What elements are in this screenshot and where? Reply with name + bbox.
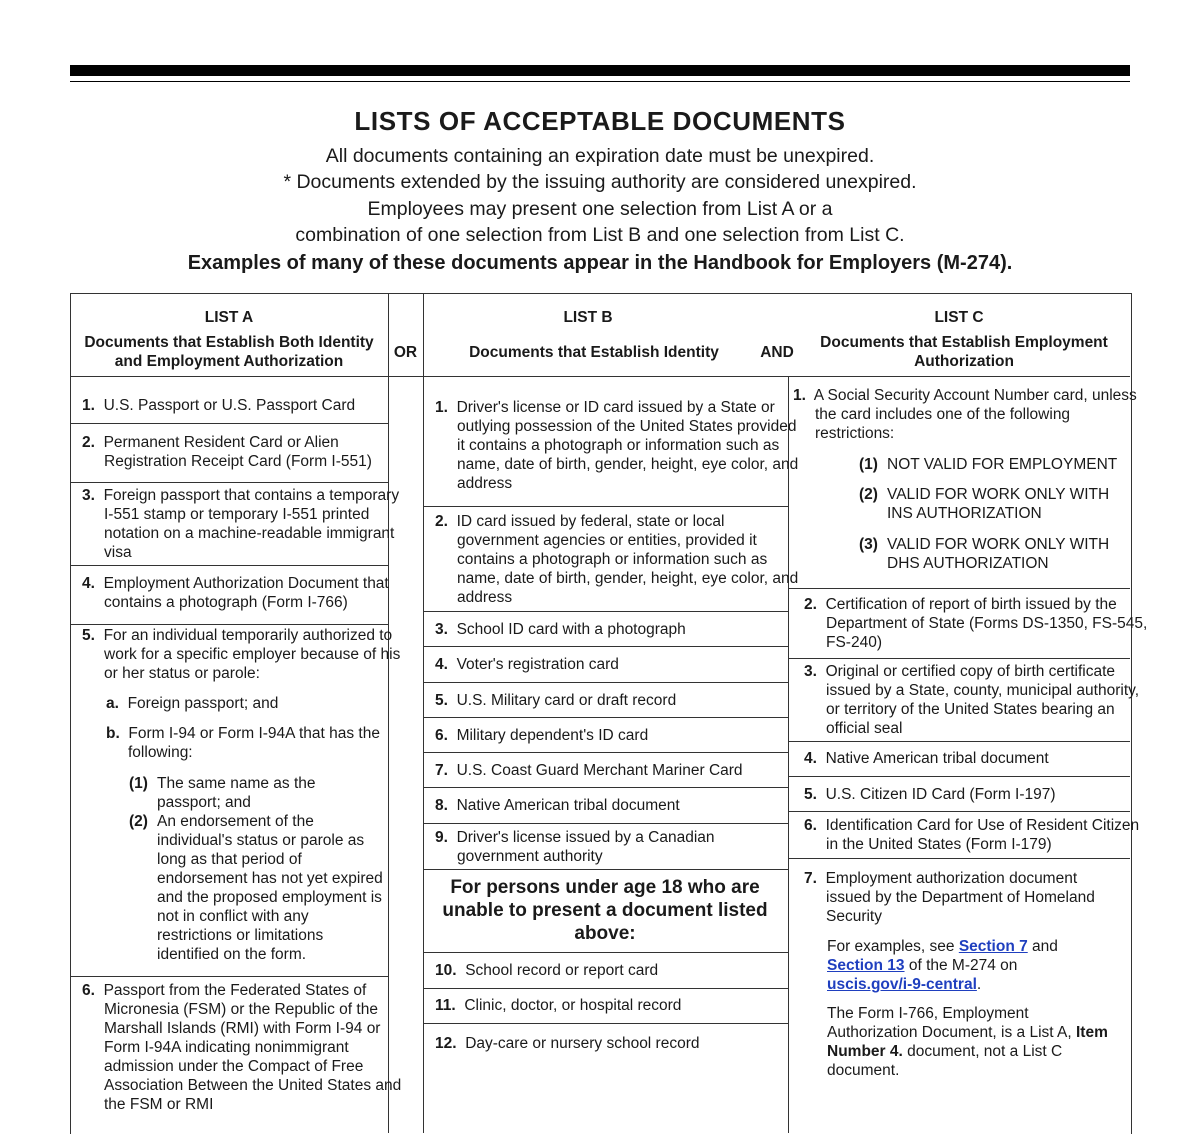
list-b-row-divider (423, 611, 788, 612)
item-text: Form I-94 or Form I-94A that has the following: (128, 725, 380, 761)
list-b-item-10 (435, 961, 801, 980)
item-number: 1. (793, 387, 806, 404)
item-number: 10. (435, 962, 457, 979)
list-c-item-1 (793, 386, 1147, 443)
header-row-divider (70, 376, 1130, 377)
list-b-subtitle: Documents that Establish Identity (469, 344, 719, 361)
list-c-row-divider (788, 858, 1130, 859)
list-b-item-6 (435, 726, 801, 745)
list-b-item-3 (435, 620, 801, 639)
list-a-item-5b2: An endorsement of the individual's status or parole as long as that period of endorsement has not yet expired and the proposed employment is not in conflict with any restrictions or limitations identified on the form. (157, 813, 383, 963)
item-text: Driver's license or ID card issued by a State or outlying possession of the United States provided it contains a photograph or information such as name, date of birth, gender, height, eye color, and address (456, 399, 799, 492)
or-label: OR (393, 344, 418, 361)
list-b-row-divider (423, 646, 788, 647)
restriction-1-number: (1) (859, 456, 878, 473)
list-c-item-7 (804, 869, 1126, 926)
item-number: 2. (804, 596, 817, 613)
list-c-item-4 (804, 749, 1148, 768)
item-number: 3. (82, 487, 95, 504)
section-7-link[interactable]: Section 7 (958, 938, 1028, 955)
item-number: 2. (435, 513, 448, 530)
item-number: 2. (82, 434, 95, 451)
item-number: 5. (804, 786, 817, 803)
list-c-row-divider (788, 741, 1130, 742)
list-b-row-divider (423, 869, 788, 870)
item-number: 4. (82, 575, 95, 592)
list-c-item-5 (804, 785, 1148, 804)
list-c-row-divider (788, 658, 1130, 659)
item-text: Permanent Resident Card or Alien Registration Receipt Card (Form I-551) (103, 434, 372, 470)
list-b-item-2 (435, 512, 801, 607)
item-text: Driver's license issued by a Canadian government authority (456, 829, 715, 865)
list-c-row-divider (788, 588, 1130, 589)
list-a-item-5b1-number: (1) (129, 775, 148, 792)
list-b-item-11 (435, 996, 801, 1015)
list-b-item-1 (435, 398, 799, 493)
section-13-link[interactable]: Section 13 (827, 957, 905, 974)
list-c-row-divider (788, 776, 1130, 777)
list-c-item-6 (804, 816, 1148, 854)
list-b-item-5 (435, 691, 801, 710)
list-a-row-divider (70, 423, 388, 424)
header-line-2: * Documents extended by the issuing authority are considered unexpired. (283, 171, 917, 193)
header-line-4: combination of one selection from List B and one selection from List C. (295, 224, 905, 246)
list-b-row-divider (423, 506, 788, 507)
item-text: A Social Security Account Number card, unless the card includes one of the following restrictions: (813, 387, 1137, 442)
list-a-row-divider (70, 976, 388, 977)
item-number: 4. (804, 750, 817, 767)
item-text: Native American tribal document (456, 797, 680, 814)
and-label: AND (760, 344, 794, 361)
examples-note: For examples, see Section 7 and Section 13 of the M-274 on uscis.gov/i-9-central. (827, 938, 1058, 993)
item-number: 7. (804, 870, 817, 887)
list-a-row-divider (70, 482, 388, 483)
list-c-item-2 (804, 595, 1148, 652)
list-c-row-divider (788, 811, 1130, 812)
list-a-item-5b (106, 724, 390, 762)
restriction-3-number: (3) (859, 536, 878, 553)
list-b-item-4 (435, 655, 801, 674)
item-text: School ID card with a photograph (456, 621, 686, 638)
form-i766-note: The Form I-766, Employment Authorization Document, is a List A, Item Number 4. document, not a List C document. (827, 1005, 1108, 1079)
item-number: 5. (82, 627, 95, 644)
item-text: U.S. Citizen ID Card (Form I-197) (825, 786, 1056, 803)
item-number: 6. (435, 727, 448, 744)
list-a-item-5 (82, 626, 404, 683)
divider-or-b (423, 293, 424, 1133)
item-number: 7. (435, 762, 448, 779)
item-text: Voter's registration card (456, 656, 619, 673)
item-number: 4. (435, 656, 448, 673)
item-number: a. (106, 695, 119, 712)
list-a-item-5b2-number: (2) (129, 813, 148, 830)
item-number: 3. (804, 663, 817, 680)
under-18-heading: For persons under age 18 who are unable to present a document listed above: (442, 877, 768, 944)
item-text: U.S. Coast Guard Merchant Mariner Card (456, 762, 743, 779)
item-text: Employment Authorization Document that contains a photograph (Form I-766) (103, 575, 389, 611)
header-line-3: Employees may present one selection from List A or a (367, 198, 833, 220)
item-text: Clinic, doctor, or hospital record (464, 997, 682, 1014)
list-b-item-7 (435, 761, 801, 780)
item-text: Native American tribal document (825, 750, 1049, 767)
item-number: 11. (435, 997, 456, 1014)
item-text: ID card issued by federal, state or local government agencies or entities, provided it contains a photograph or information such as name, date of birth, gender, height, eye color, and address (456, 513, 799, 606)
list-a-title: LIST A (204, 309, 254, 326)
top-thin-rule (70, 81, 1130, 82)
list-b-row-divider (423, 988, 788, 989)
list-a-item-2 (82, 433, 404, 471)
item-number: 5. (435, 692, 448, 709)
page-title: LISTS OF ACCEPTABLE DOCUMENTS (354, 106, 846, 136)
header-line-5: Examples of many of these documents appear in the Handbook for Employers (M-274). (187, 252, 1013, 274)
i9-central-link[interactable]: uscis.gov/i-9-central (827, 976, 977, 993)
list-b-item-12 (435, 1034, 801, 1053)
list-c-subtitle: Documents that Establish Employment Authorization (820, 334, 1108, 370)
item-number: 3. (435, 621, 448, 638)
list-a-item-5a (106, 694, 404, 713)
item-number: 1. (82, 397, 95, 414)
item-text: For an individual temporarily authorized to work for a specific employer because of his or her status or parole: (103, 627, 401, 682)
list-b-item-8 (435, 796, 801, 815)
item-text: Identification Card for Use of Resident Citizen in the United States (Form I-179) (825, 817, 1140, 853)
list-b-row-divider (423, 682, 788, 683)
list-b-row-divider (423, 952, 788, 953)
restriction-1: NOT VALID FOR EMPLOYMENT (887, 456, 1118, 473)
list-b-row-divider (423, 1023, 788, 1024)
item-number: 8. (435, 797, 448, 814)
list-c-item-3 (804, 662, 1148, 738)
item-text: School record or report card (465, 962, 659, 979)
list-a-row-divider (70, 624, 388, 625)
restriction-2-number: (2) (859, 486, 878, 503)
item-text: Certification of report of birth issued by the Department of State (Forms DS-1350, FS-545, FS-240) (825, 596, 1148, 651)
item-number: 6. (82, 982, 95, 999)
list-b-title: LIST B (563, 309, 613, 326)
list-b-row-divider (423, 787, 788, 788)
restriction-3: VALID FOR WORK ONLY WITH DHS AUTHORIZATION (887, 536, 1110, 572)
list-a-item-6 (82, 981, 406, 1114)
item-number: 12. (435, 1035, 457, 1052)
item-text: Passport from the Federated States of Micronesia (FSM) or the Republic of the Marshall Islands (RMI) with Form I-94 or Form I-94A indicating nonimmigrant admission under the Compact of Free Association Between the United States and the FSM or RMI (103, 982, 402, 1113)
restriction-2: VALID FOR WORK ONLY WITH INS AUTHORIZATION (887, 486, 1110, 522)
item-number: 9. (435, 829, 448, 846)
item-number: b. (106, 725, 120, 742)
header-line-1: All documents containing an expiration date must be unexpired. (325, 145, 875, 167)
top-thick-rule (70, 65, 1130, 76)
list-a-item-3 (82, 486, 404, 562)
item-number: 1. (435, 399, 448, 416)
list-b-row-divider (423, 823, 788, 824)
list-a-subtitle: Documents that Establish Both Identity and Employment Authorization (84, 334, 374, 370)
item-text: Original or certified copy of birth certificate issued by a State, county, municipal authority, or territory of the United States bearing an official seal (825, 663, 1140, 737)
item-text: Day-care or nursery school record (465, 1035, 700, 1052)
list-b-row-divider (423, 752, 788, 753)
item-text: Employment authorization document issued by the Department of Homeland Security (825, 870, 1095, 925)
item-text: Military dependent's ID card (456, 727, 649, 744)
list-b-row-divider (423, 717, 788, 718)
item-text: U.S. Military card or draft record (456, 692, 677, 709)
item-text: Foreign passport; and (127, 695, 279, 712)
list-a-item-5b1: The same name as the passport; and (157, 775, 316, 811)
item-text: U.S. Passport or U.S. Passport Card (103, 397, 356, 414)
list-b-item-9 (435, 828, 757, 866)
list-a-item-1 (82, 396, 404, 415)
item-number: 6. (804, 817, 817, 834)
list-a-item-4 (82, 574, 408, 612)
item-text: Foreign passport that contains a temporary I-551 stamp or temporary I-551 printed notation on a machine-readable immigrant visa (103, 487, 400, 561)
list-a-row-divider (70, 565, 388, 566)
list-c-title: LIST C (934, 309, 984, 326)
